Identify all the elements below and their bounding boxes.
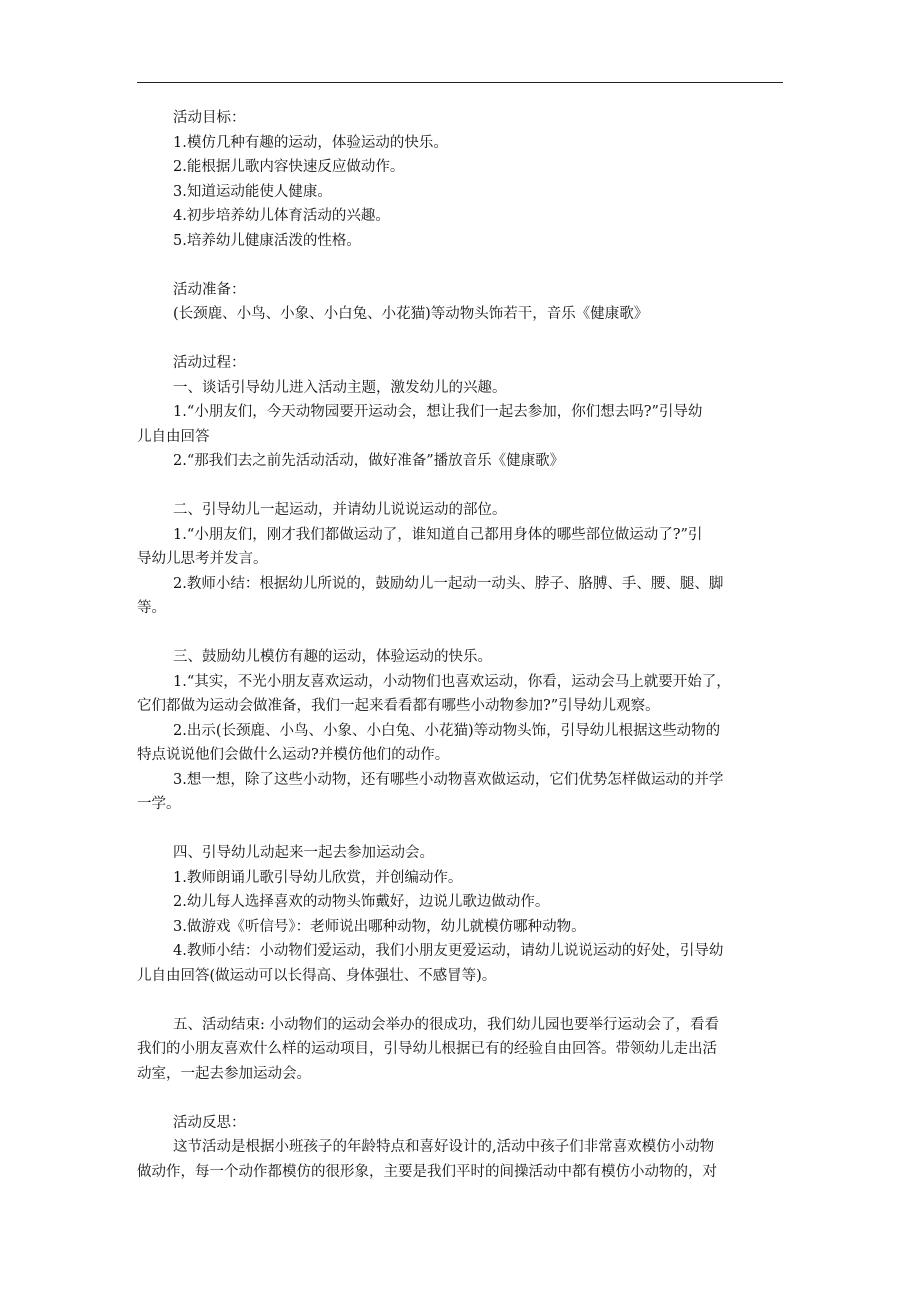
prep-text: (长颈鹿、小鸟、小象、小白兔、小花猫)等动物头饰若干，音乐《健康歌》	[173, 306, 649, 322]
header-rule	[137, 82, 783, 83]
section-3-item-3: 3.想一想，除了这些小动物，还有哪些小动物喜欢做运动，它们优势怎样做运动的并学	[173, 771, 724, 788]
spacer	[137, 327, 783, 352]
spacer	[137, 474, 783, 499]
section-1-item-2: 2.“那我们去之前先活动活动，做好准备”播放音乐《健康歌》	[173, 453, 565, 469]
document-body	[137, 106, 783, 1184]
section-4-item-1: 1.教师朗诵儿歌引导幼儿欣赏，并创编动作。	[173, 869, 463, 886]
section-3-title: 三、鼓励幼儿模仿有趣的运动，体验运动的快乐。	[173, 649, 492, 665]
goals-heading: 活动目标：	[173, 110, 246, 126]
section-3-item-3-cont: 一学。	[137, 796, 181, 812]
spacer	[137, 1086, 783, 1111]
process-heading: 活动过程：	[173, 355, 246, 371]
goal-item: 5.培养幼儿健康活泼的性格。	[173, 232, 361, 249]
section-2-item-1-cont: 导幼儿思考并发言。	[137, 551, 268, 567]
reflection-line-2: 做动作，每一个动作都模仿的很形象，主要是我们平时的间操活动中都有模仿小动物的，对	[137, 1163, 717, 1180]
section-4-item-4-cont: 儿自由回答(做运动可以长得高、身体强壮、不感冒等)。	[137, 967, 497, 984]
spacer	[137, 621, 783, 646]
section-5-line-3: 动室，一起去参加运动会。	[137, 1065, 311, 1082]
section-2-item-1: 1.“小朋友们，刚才我们都做运动了，谁知道自己都用身体的哪些部位做运动了?”引	[173, 526, 703, 543]
spacer	[137, 988, 783, 1013]
spacer	[137, 817, 783, 842]
section-3-item-1: 1.“其实，不光小朋友喜欢运动，小动物们也喜欢运动，你看，运动会马上就要开始了，	[173, 673, 731, 690]
reflection-heading: 活动反思：	[173, 1114, 246, 1131]
section-3-item-2-cont: 特点说说他们会做什么运动?并模仿他们的动作。	[137, 747, 450, 763]
goal-item: 4.初步培养幼儿体育活动的兴趣。	[173, 208, 390, 224]
section-5-line-1: 五、活动结束: 小动物们的运动会举办的很成功，我们幼儿园也要举行运动会了，看看	[173, 1016, 719, 1033]
section-2-title: 二、引导幼儿一起运动，并请幼儿说说运动的部位。	[173, 502, 507, 518]
section-2-item-2-cont: 等。	[137, 600, 166, 616]
section-5-line-2: 我们的小朋友喜欢什么样的运动项目，引导幼儿根据已有的经验自由回答。带领幼儿走出活	[137, 1041, 717, 1057]
section-4-item-4: 4.教师小结：小动物们爱运动，我们小朋友更爱运动，请幼儿说说运动的好处，引导幼	[173, 943, 724, 959]
prep-heading: 活动准备：	[173, 281, 246, 298]
section-3-item-2: 2.出示(长颈鹿、小鸟、小象、小白兔、小花猫)等动物头饰，引导幼儿根据这些动物的	[173, 722, 721, 739]
section-4-title: 四、引导幼儿动起来一起去参加运动会。	[173, 845, 434, 861]
section-1-title: 一、谈话引导幼儿进入活动主题，激发幼儿的兴趣。	[173, 379, 507, 396]
reflection-line-1: 这节活动是根据小班孩子的年龄特点和喜好设计的,活动中孩子们非常喜欢模仿小动物	[173, 1139, 715, 1155]
section-3-item-1-cont: 它们都做为运动会做准备，我们一起来看看都有哪些小动物参加?”引导幼儿观察。	[137, 698, 660, 714]
section-1-item-1-cont: 儿自由回答	[137, 428, 210, 445]
section-2-item-2: 2.教师小结：根据幼儿所说的，鼓励幼儿一起动一动头、脖子、胳膊、手、腰、腿、脚	[173, 575, 724, 592]
section-1-item-1: 1.“小朋友们，今天动物园要开运动会，想让我们一起去参加，你们想去吗?”引导幼	[173, 404, 703, 420]
section-4-item-2: 2.幼儿每人选择喜欢的动物头饰戴好，边说儿歌边做动作。	[173, 894, 550, 910]
spacer	[137, 253, 783, 278]
goal-item: 1.模仿几种有趣的运动，体验运动的快乐。	[173, 134, 448, 151]
section-4-item-3: 3.做游戏《听信号》：老师说出哪种动物，幼儿就模仿哪种动物。	[173, 918, 586, 935]
goal-item: 3.知道运动能使人健康。	[173, 183, 332, 200]
goal-item: 2.能根据儿歌内容快速反应做动作。	[173, 159, 405, 175]
